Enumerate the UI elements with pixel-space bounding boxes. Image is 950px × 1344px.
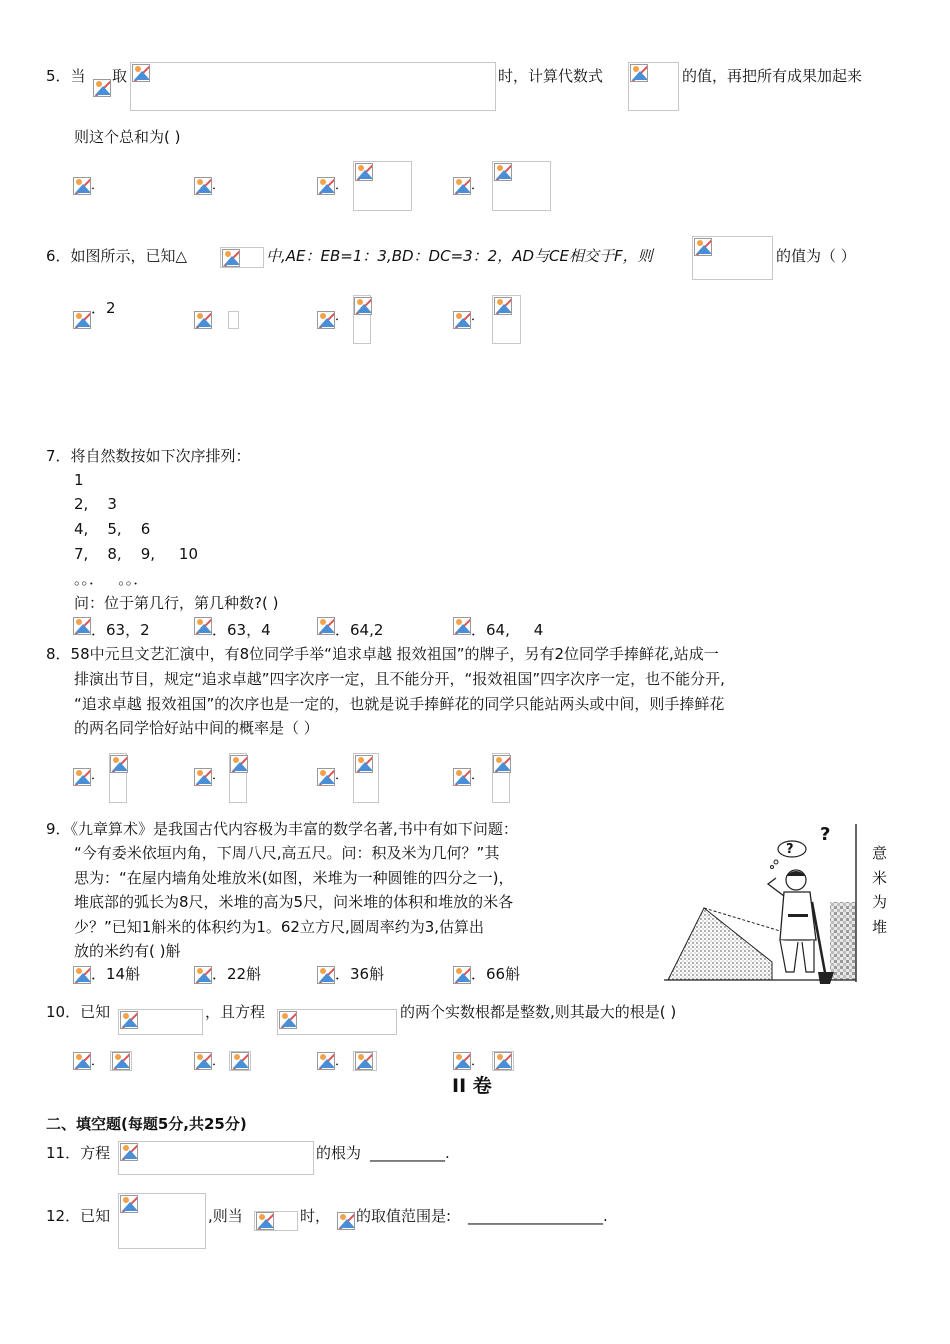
broken-image-icon <box>93 79 111 97</box>
option-d-value-image <box>492 161 551 211</box>
q7-row-1: 1 <box>74 471 84 489</box>
q6-triangle-image <box>220 247 264 268</box>
broken-image-icon <box>493 755 511 773</box>
option-c-label-image[interactable] <box>317 177 335 195</box>
svg-text:?: ? <box>820 824 831 845</box>
q7-question: 问：位于第几行，第几种数?( ) <box>74 594 279 612</box>
option-b-label-image[interactable] <box>194 768 212 786</box>
q10-text-end: 的两个实数根都是整数,则其最大的根是( ) <box>400 1003 677 1021</box>
broken-image-icon <box>355 163 373 181</box>
q7-option-c: ．64,2 <box>335 621 384 639</box>
q6-text-middle: 中,AE：EB=1：3,BD：DC=3：2，AD与CE相交于F，则 <box>266 247 653 265</box>
option-d-label-image[interactable] <box>453 617 471 635</box>
broken-image-icon <box>694 238 712 256</box>
broken-image-icon <box>230 755 248 773</box>
option-a-label-image[interactable] <box>73 768 91 786</box>
fill-in-section-heading: 二、填空题(每题5分,共25分) <box>46 1115 247 1133</box>
broken-image-icon <box>222 249 240 267</box>
q5-formula-image <box>130 62 496 111</box>
option-a-label-image[interactable] <box>73 311 91 329</box>
q10-text-middle: ，且方程 <box>205 1003 266 1021</box>
q12-function-image <box>118 1193 206 1249</box>
broken-image-icon <box>256 1212 274 1230</box>
option-b-label-image[interactable] <box>194 617 212 635</box>
q9-right-char-3: 为 <box>872 893 888 911</box>
option-a-value-image <box>110 1051 132 1071</box>
q9-option-b: ．22斛 <box>212 965 262 983</box>
q9-right-char-1: 意 <box>872 844 888 862</box>
option-d-label-image[interactable] <box>453 177 471 195</box>
q7-row-4: 7, 8, 9, 10 <box>74 545 199 563</box>
option-d-label-image[interactable] <box>453 1052 471 1070</box>
q9-option-c: ．36斛 <box>335 965 385 983</box>
broken-image-icon <box>355 755 373 773</box>
option-b-value-image <box>228 311 239 329</box>
option-b-label-image[interactable] <box>194 311 212 329</box>
q5-expression-image <box>628 62 679 111</box>
q5-take: 取 <box>112 67 128 85</box>
q12-condition-image <box>254 1211 298 1231</box>
q9-line-5: 少？”已知1斛米的体积约为1。62立方尺,圆周率约为3,估算出 <box>74 918 485 936</box>
option-c-label-image[interactable] <box>317 617 335 635</box>
q9-line-1: 9．《九章算术》是我国古代内容极为丰富的数学名著,书中有如下问题： <box>46 820 518 838</box>
option-b-label-image[interactable] <box>194 1052 212 1070</box>
option-c-label-image[interactable] <box>317 768 335 786</box>
option-d-value-image <box>492 295 521 344</box>
svg-text:?: ? <box>786 842 794 857</box>
option-a-label-image[interactable] <box>73 177 91 195</box>
q12-text-then: 时， <box>300 1207 331 1225</box>
broken-image-icon <box>120 1011 138 1029</box>
broken-image-icon <box>279 1011 297 1029</box>
q9-line-6: 放的米约有( )斛 <box>74 942 181 960</box>
q8-line-1: 8．58中元旦文艺汇演中，有8位同学手举“追求卓越 报效祖国”的牌子，另有2位同学手捧鲜花,站成一 <box>46 645 719 663</box>
option-b-label-image[interactable] <box>194 177 212 195</box>
option-b-value-image <box>229 1051 251 1071</box>
q12-text-when: ,则当 <box>208 1207 243 1225</box>
q5-number: 5．当 <box>46 67 86 85</box>
option-d-label-image[interactable] <box>453 311 471 329</box>
option-c-label-image[interactable] <box>317 966 335 984</box>
q9-right-char-2: 米 <box>872 869 888 887</box>
q9-right-char-4: 堆 <box>872 918 888 936</box>
q10-condition-image <box>118 1009 203 1035</box>
q6-text-start: 6．如图所示，已知△ <box>46 247 188 265</box>
q7-row-5: 。。． 。。． <box>74 570 149 588</box>
option-d-label-image[interactable] <box>453 768 471 786</box>
q11-text-start: 11．方程 <box>46 1144 111 1162</box>
q12-text-range: 的取值范围是: <box>356 1207 452 1225</box>
q9-line-3: 思为：“在屋内墙角处堆放米(如图，米堆为一种圆锥的四分之一)， <box>74 869 514 887</box>
option-a-label-image[interactable] <box>73 966 91 984</box>
q10-equation-image <box>277 1009 397 1035</box>
broken-image-icon <box>120 1195 138 1213</box>
broken-image-icon <box>494 1052 512 1070</box>
q12-answer-blank[interactable]: __________________. <box>468 1207 608 1225</box>
q5-line2: 则这个总和为( ) <box>74 128 181 146</box>
q10-text-start: 10．已知 <box>46 1003 111 1021</box>
broken-image-icon <box>355 1052 373 1070</box>
q5-tail: 的值，再把所有成果加起来 <box>682 67 863 85</box>
option-c-value-image <box>353 161 412 211</box>
broken-image-icon <box>354 297 372 315</box>
q8-line-2: 排演出节目，规定“追求卓越”四字次序一定，且不能分开，“报效祖国”四字次序一定，也不能分开, <box>74 670 725 688</box>
q9-line-2: “今有委米依垣内角，下周八尺,高五尺。问：积及米为几何？”其 <box>74 844 500 862</box>
broken-image-icon <box>231 1052 249 1070</box>
q11-answer-blank[interactable]: __________. <box>370 1144 450 1162</box>
q7-option-a: ．63，2 <box>91 621 150 639</box>
q6-option-a-value: ．2 <box>91 299 116 317</box>
q9-option-d: ．66斛 <box>471 965 521 983</box>
q12-variable-image <box>337 1212 355 1230</box>
option-c-value-image <box>353 1051 377 1071</box>
broken-image-icon <box>110 755 128 773</box>
broken-image-icon <box>494 163 512 181</box>
broken-image-icon <box>132 64 150 82</box>
q8-line-3: “追求卓越 报效祖国”的次序也是一定的，也就是说手捧鲜花的同学只能站两头或中间，则手捧鲜花 <box>74 695 725 713</box>
option-b-label-image[interactable] <box>194 966 212 984</box>
q9-option-a: ．14斛 <box>91 965 141 983</box>
option-c-label-image[interactable] <box>317 311 335 329</box>
broken-image-icon <box>494 297 512 315</box>
rice-pile-illustration <box>660 822 860 984</box>
q7-option-d: ．64, 4 <box>471 621 544 639</box>
wall-texture <box>830 902 856 980</box>
option-c-label-image[interactable] <box>317 1052 335 1070</box>
option-a-label-image[interactable] <box>73 617 91 635</box>
broken-image-icon <box>630 64 648 82</box>
paper-section-title: II 卷 <box>452 1075 492 1097</box>
q8-line-4: 的两名同学恰好站中间的概率是（ ） <box>74 719 319 737</box>
option-d-value-image <box>492 753 510 803</box>
q7-row-2: 2, 3 <box>74 495 117 513</box>
q12-text-start: 12．已知 <box>46 1207 111 1225</box>
option-d-value-image <box>492 1051 514 1071</box>
q6-ratio-image <box>692 236 773 280</box>
option-c-value-image <box>353 295 371 344</box>
q6-text-end: 的值为（ ） <box>776 247 856 265</box>
q7-row-3: 4, 5, 6 <box>74 520 151 538</box>
option-a-value-image <box>109 753 127 803</box>
option-b-value-image <box>229 753 247 803</box>
broken-image-icon <box>120 1143 138 1161</box>
option-c-value-image <box>353 753 379 803</box>
q9-line-4: 堆底部的弧长为8尺，米堆的高为5尺，问米堆的体积和堆放的米各 <box>74 893 514 911</box>
q11-text-end: 的根为 <box>316 1144 362 1162</box>
q5-when: 时，计算代数式 <box>498 67 604 85</box>
option-a-label-image[interactable] <box>73 1052 91 1070</box>
rice-cone <box>668 908 772 980</box>
option-d-label-image[interactable] <box>453 966 471 984</box>
q11-equation-image <box>118 1141 314 1175</box>
broken-image-icon <box>112 1052 130 1070</box>
q7-title: 7．将自然数按如下次序排列： <box>46 447 251 465</box>
q7-option-b: ．63，4 <box>212 621 271 639</box>
